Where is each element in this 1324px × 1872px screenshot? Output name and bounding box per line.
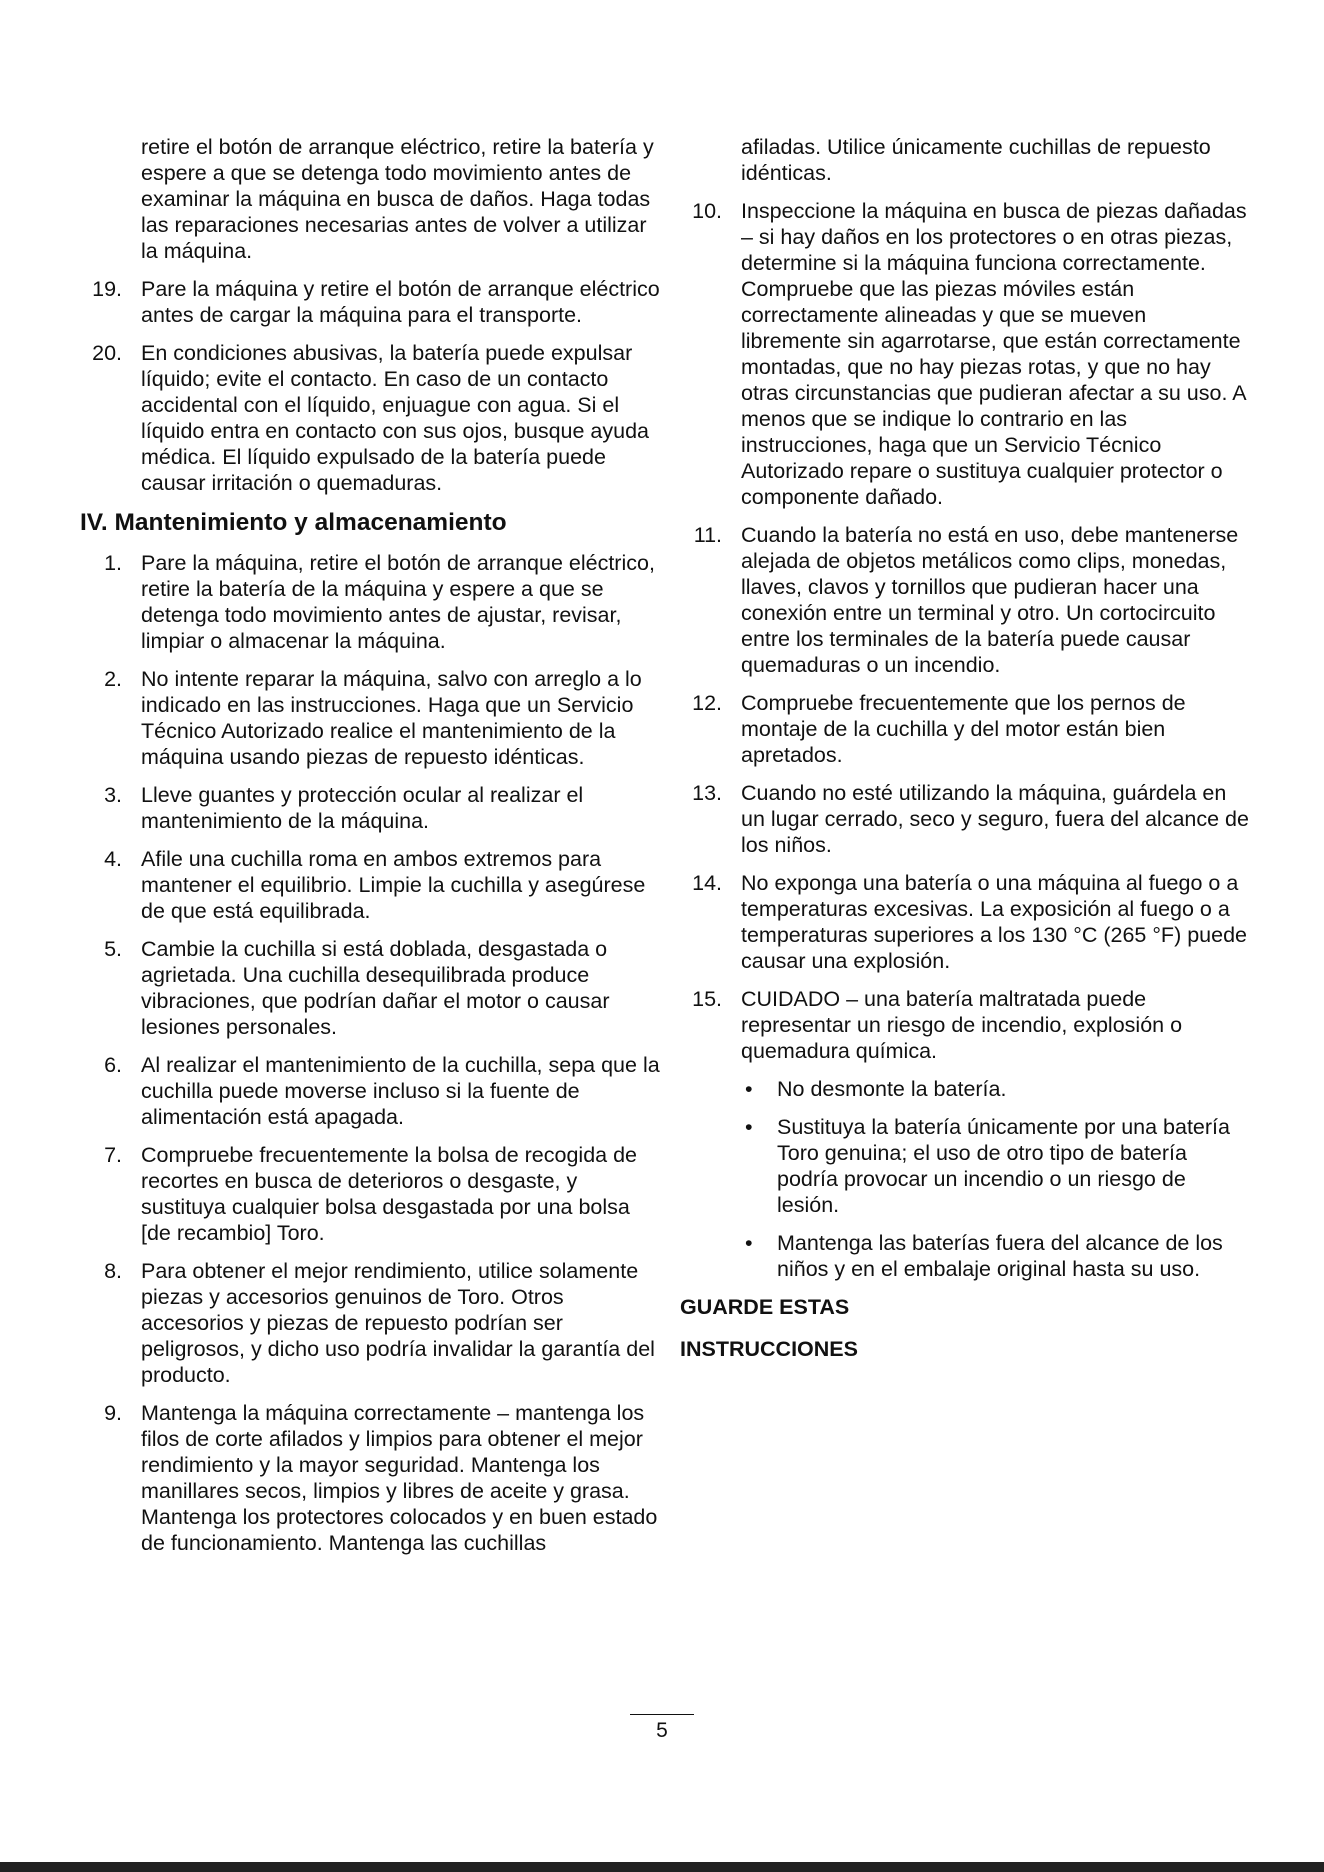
list-item-3 [80,782,660,834]
right-column [680,134,1250,1362]
section-heading: IV. Mantenimiento y almacenamiento [80,509,507,536]
item-text: CUIDADO – una batería maltratada puede representar un riesgo de incendio, explosión o quemadura química. [741,987,1183,1063]
item-text: No exponga una batería o una máquina al fuego o a temperaturas excesivas. La exposición al fuego o a temperaturas superiores a los 130 °C (265 °F) puede causar una explosión. [741,871,1247,973]
item-number: 15. [692,987,722,1011]
continuation-text: retire el botón de arranque eléctrico, retire la batería y espere a que se detenga todo movimiento antes de examinar la máquina en busca de daños. Haga todas las reparaciones necesarias antes de volver a utilizar la máquina. [141,135,654,263]
item-text: Compruebe frecuentemente que los pernos de montaje de la cuchilla y del motor están bien apretados. [741,691,1186,767]
item-text: Pare la máquina, retire el botón de arranque eléctrico, retire la batería de la máquina y espere a que se detenga todo movimiento antes de ajustar, revisar, limpiar o almacenar la máquina. [141,551,655,653]
item-text: En condiciones abusivas, la batería puede expulsar líquido; evite el contacto. En caso de un contacto accidental con el líquido, enjuague con agua. Si el líquido entra en contacto con sus ojos, busque ayuda médica. El líquido expulsado de la batería puede causar irritación o quemaduras. [141,341,649,495]
list-item-12 [680,690,1250,768]
item-number: 20. [92,341,122,365]
list-item-2 [80,666,660,770]
page-number: 5 [656,1719,668,1742]
item-text: Lleve guantes y protección ocular al realizar el mantenimiento de la máquina. [141,783,584,833]
bullet-text: No desmonte la batería. [777,1077,1007,1101]
bullet-icon: • [745,1231,753,1255]
item-text: Compruebe frecuentemente la bolsa de recogida de recortes en busca de deterioros o desgaste, y sustituya cualquier bolsa desgastada por una bolsa [de recambio] Toro. [141,1143,638,1245]
item-number: 2. [104,667,122,691]
bullet-icon: • [745,1115,753,1139]
item-number: 3. [104,783,122,807]
item-number: 14. [692,871,722,895]
item-text: Afile una cuchilla roma en ambos extremos para mantener el equilibrio. Limpie la cuchilla y asegúrese de que está equilibrada. [141,847,646,923]
item-number: 8. [104,1259,122,1283]
item-text: Mantenga la máquina correctamente – mantenga los filos de corte afilados y limpios para obtener el mejor rendimiento y la mayor seguridad. Mantenga los manillares secos, limpios y libres de aceite y grasa. Mantenga los protectores colocados y en buen estado de funcionamiento. Mantenga las cuchillas [141,1401,658,1555]
continuation-text: afiladas. Utilice únicamente cuchillas de repuesto idénticas. [741,135,1211,185]
bullet-text: Sustituya la batería únicamente por una batería Toro genuina; el uso de otro tipo de batería podría provocar un incendio o un riesgo de lesión. [777,1115,1230,1217]
bullet-item [741,1114,1250,1218]
item-number: 7. [104,1143,122,1167]
item-number: 19. [92,277,122,301]
item-text: Al realizar el mantenimiento de la cuchilla, sepa que la cuchilla puede moverse incluso si la fuente de alimentación está apagada. [141,1053,660,1129]
item-text: Para obtener el mejor rendimiento, utilice solamente piezas y accesorios genuinos de Toro. Otros accesorios y piezas de repuesto podrían ser peligrosos, y dicho uso podría invalidar la garantía del producto. [141,1259,655,1387]
item-text: Inspeccione la máquina en busca de piezas dañadas – si hay daños en los protectores o en otras piezas, determine si la máquina funciona correctamente. Compruebe que las piezas móviles están correctamente alineadas y que se mueven libremente sin agarrotarse, que están correctamente montadas, que no hay piezas rotas, y que no hay otras circunstancias que pudieran afectar a su uso. A menos que se indique lo contrario en las instrucciones, haga que un Servicio Técnico Autorizado repare o sustituya cualquier protector o componente dañado. [741,199,1247,509]
list-item-14 [680,870,1250,974]
list-item-6 [80,1052,660,1130]
list-item-5 [80,936,660,1040]
closing-line: INSTRUCCIONES [680,1337,858,1361]
left-column [80,134,660,1568]
item-text: Pare la máquina y retire el botón de arranque eléctrico antes de cargar la máquina para el transporte. [141,277,660,327]
item-text: Cuando la batería no está en uso, debe mantenerse alejada de objetos metálicos como clips, monedas, llaves, clavos y tornillos que pudieran hacer una conexión entre un terminal y otro. Un cortocircuito entre los terminales de la batería puede causar quemaduras o un incendio. [741,523,1239,677]
item-text: Cuando no esté utilizando la máquina, guárdela en un lugar cerrado, seco y seguro, fuera del alcance de los niños. [741,781,1249,857]
item-number: 1. [104,551,122,575]
bottom-border [0,1862,1324,1872]
item-number: 11. [693,523,722,547]
list-item-8 [80,1258,660,1388]
list-item-19 [80,276,660,328]
item-number: 6. [104,1053,122,1077]
item-number: 13. [692,781,722,805]
closing-line: GUARDE ESTAS [680,1295,850,1319]
item-text: No intente reparar la máquina, salvo con arreglo a lo indicado en las instrucciones. Haga que un Servicio Técnico Autorizado realice el mantenimiento de la máquina usando piezas de repuesto idénticas. [141,667,642,769]
list-item-13 [680,780,1250,858]
item-number: 9. [104,1401,122,1425]
list-item-9 [80,1400,660,1556]
list-item-4 [80,846,660,924]
list-item-7 [80,1142,660,1246]
list-item-15 [680,986,1250,1064]
item-number: 4. [104,847,122,871]
item-number: 5. [104,937,122,961]
item-number: 10. [692,199,722,223]
bullet-item [741,1076,1250,1102]
footer-rule [630,1714,694,1715]
list-item-10 [680,198,1250,510]
bullet-item [741,1230,1250,1282]
list-item-20 [80,340,660,496]
list-item-11 [680,522,1250,678]
item-number: 12. [692,691,722,715]
bullet-icon: • [745,1077,753,1101]
bullet-text: Mantenga las baterías fuera del alcance de los niños y en el embalaje original hasta su uso. [777,1231,1223,1281]
list-item-1 [80,550,660,654]
item-text: Cambie la cuchilla si está doblada, desgastada o agrietada. Una cuchilla desequilibrada produce vibraciones, que podrían dañar el motor o causar lesiones personales. [141,937,610,1039]
